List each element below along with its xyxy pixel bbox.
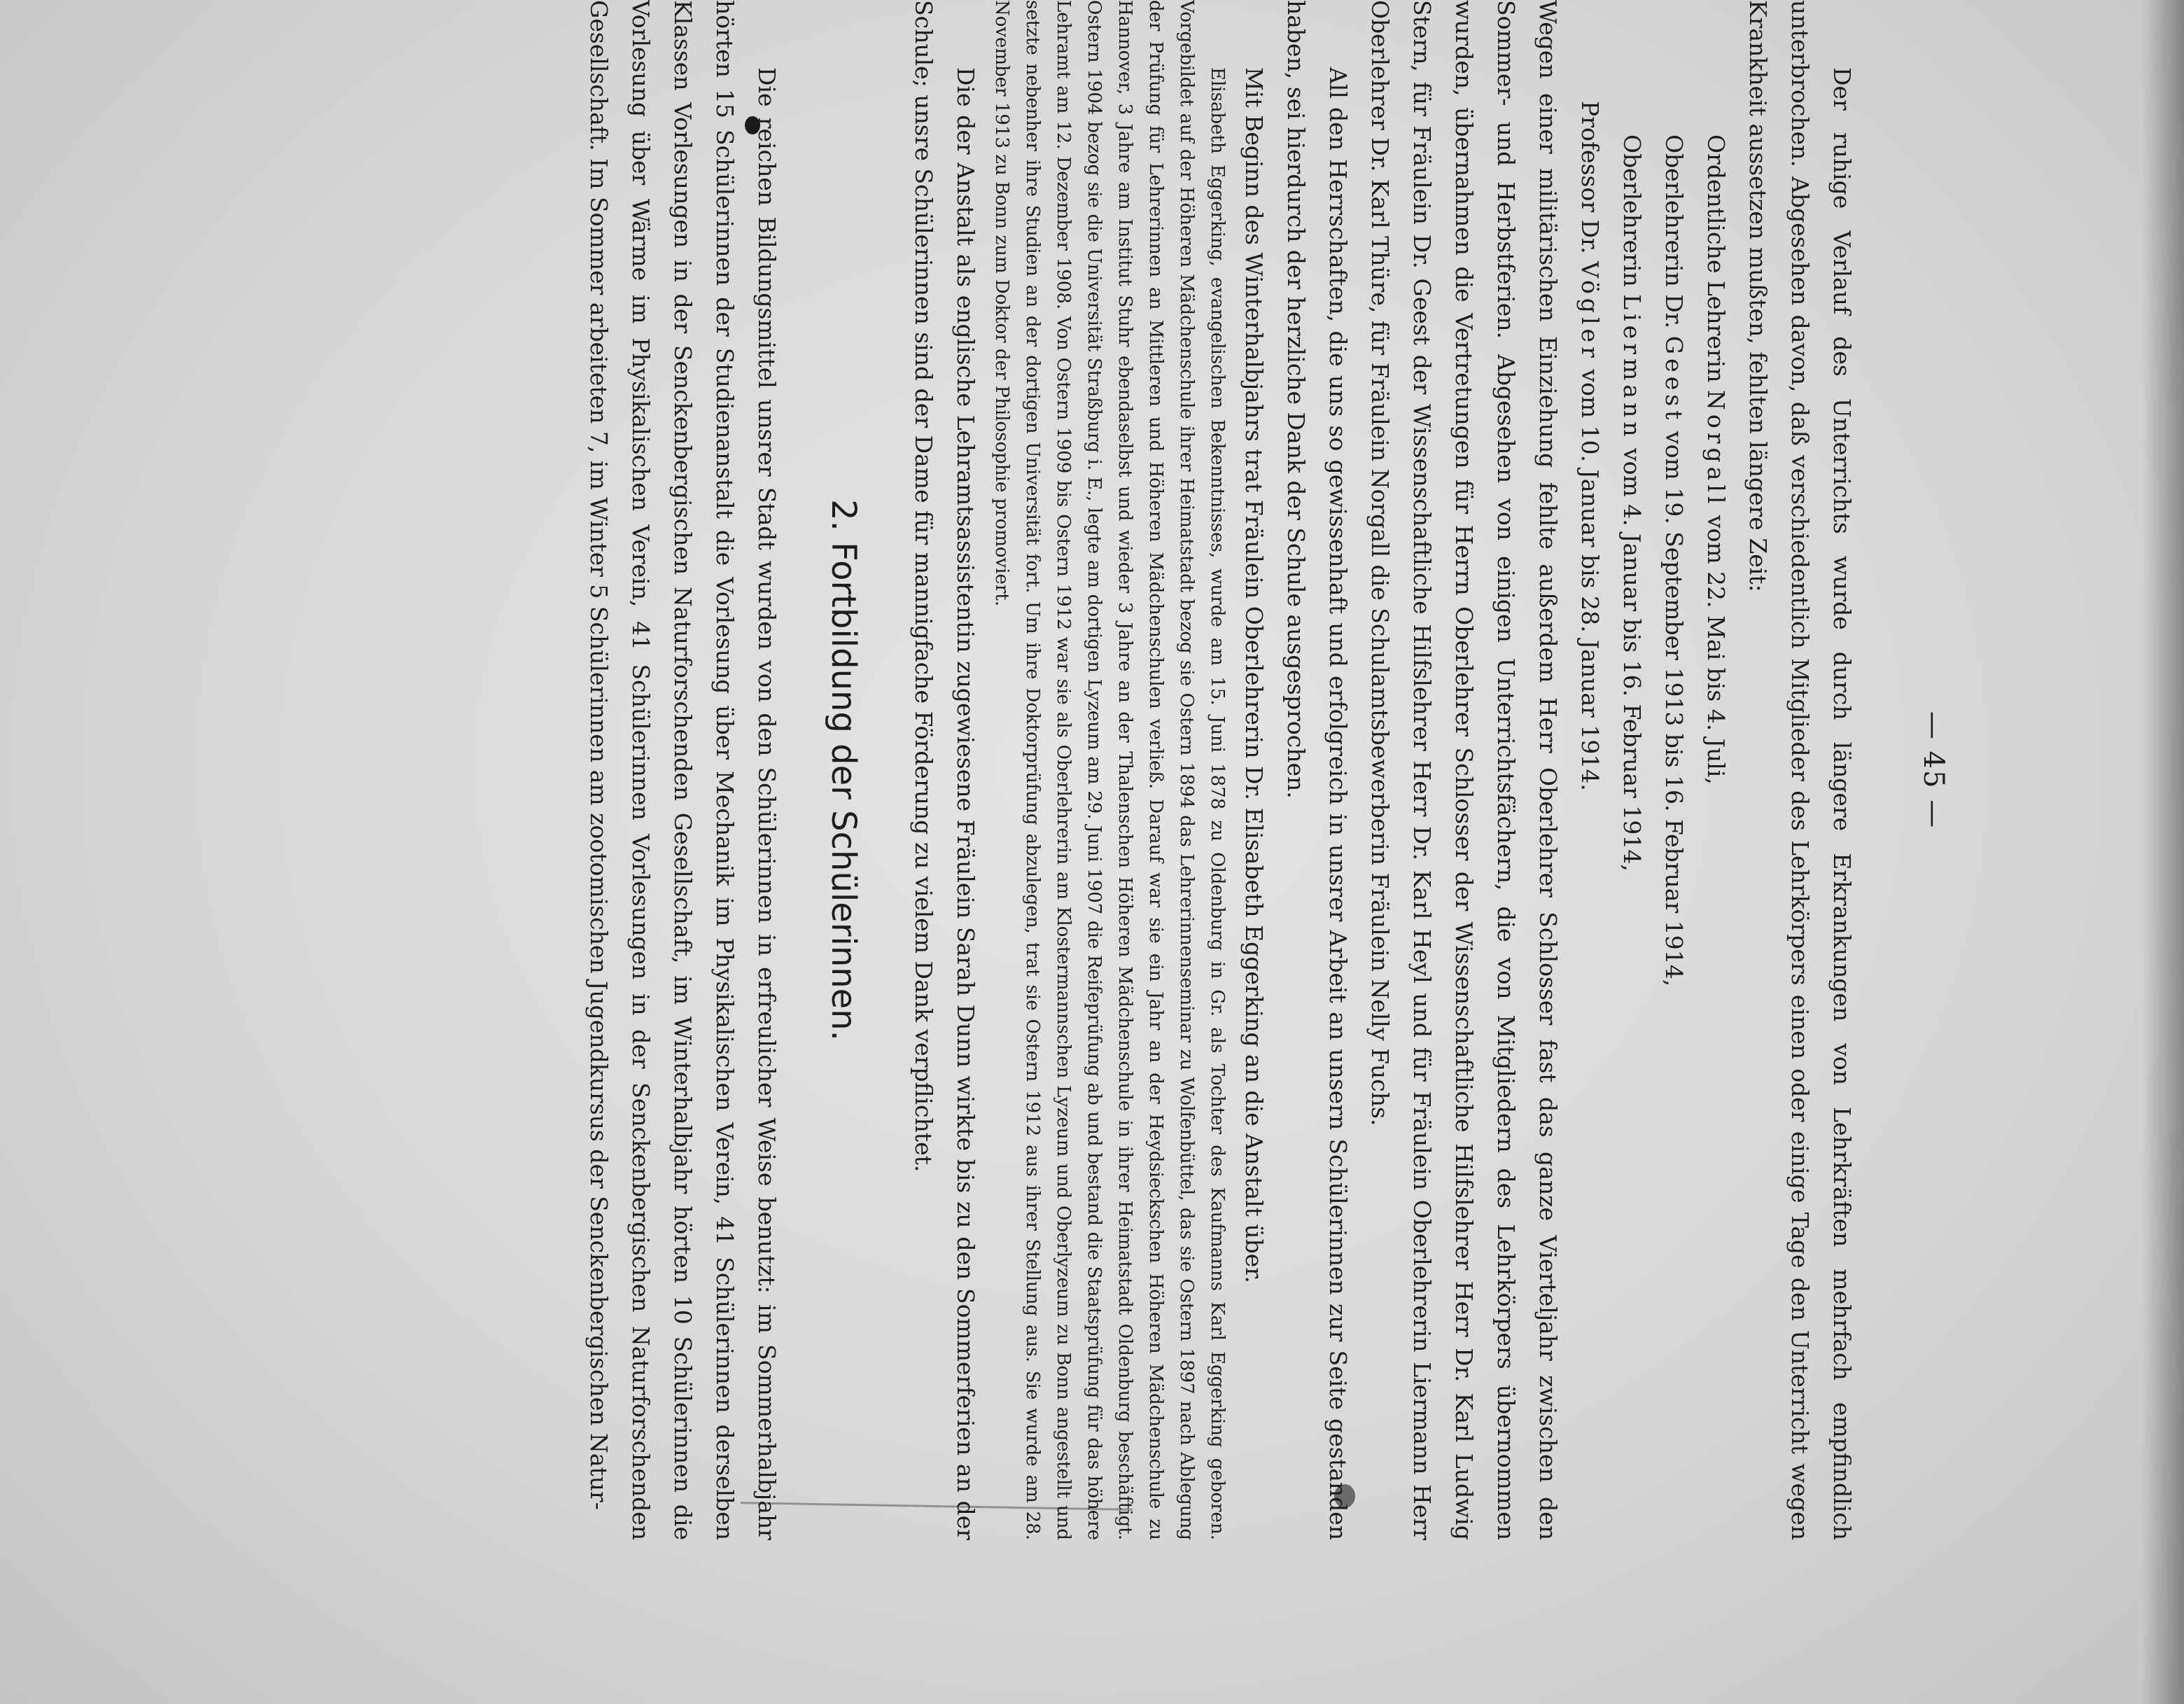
- paragraph-eggerking-bio: Elisabeth Eggerking, evangelischen Bekenntnisses, wurde am 15. Juni 1878 zu Oldenburg in Gr. als Tochter des Kaufmanns Karl Eggerking geboren. Vorgebildet auf der Höheren Mädchenschule ihrer Heimatstadt bezog sie Ostern 1894 das Lehrerinnenseminar zu Wolfenbüttel, das sie Ostern 1897 nach Ablegung der Prüfung für Lehrerinnen an Mittleren und Höheren Mädchenschulen verließ. Darauf war sie ein Jahr an der Heydsieckschen Höheren Mädchenschule zu Hannover, 3 Jahre am Institut Stuhr ebendaselbst und wieder 3 Jahre an der Thalenschen Höheren Mädchenschule in ihrer Heimatstadt Oldenburg beschäftigt. Ostern 1904 bezog sie die Universität Straßburg i. E., legte am dortigen Lyzeum am 29. Juni 1907 die Reifeprüfung ab und bestand die Staatsprüfung für das höhere Lehramt am 12. Dezember 1908. Von Ostern 1909 bis Ostern 1912 war sie als Oberlehrerin am Klostermannschen Lyzeum und Oberlyzeum zu Bonn angestellt und setzte nebenher ihre Studien an der dortigen Universität fort. Um ihre Doktorprüfung abzulegen, trat sie Ostern 1912 aus ihrer Stellung aus. Sie wurde am 28. November 1913 zu Bonn zum Doktor der Philosophie promoviert.: [991, 0, 1228, 1540]
- paragraph-dunn: Die der Anstalt als englische Lehramtsassistentin zugewiesene Fräulein Sarah Dunn wirkte bis zu den Sommerferien an der Schule; unsre Schülerinnen sind der Dame für mannigfache Förderung zu vielem Dank verpflichtet.: [910, 0, 979, 1540]
- page-edge-shadow: [2142, 0, 2184, 1704]
- paragraph-illness: Der ruhige Verlauf des Unterrichts wurde durch längere Erkrankungen von Lehrkräften mehrfach empfindlich unterbrochen. Abgesehen davon, daß verschiedentlich Mitglieder des Lehrkörpers einen oder einige Tage den Unterricht wegen Krankheit aussetzen mußten, fehlten längere Zeit:: [1744, 0, 1856, 1540]
- paragraph-further-education: Die reichen Bildungsmittel unsrer Stadt wurden von den Schülerinnen in erfreulicher Weise benutzt: im Sommerhalbjahr hörten 15 Schülerinnen der Studienanstalt die Vorlesung über Mechanik im Physikalischen Verein, 41 Schülerinnen derselben Klassen Vorlesungen in der Senckenbergischen Naturforschenden Gesellschaft, im Winterhalbjahr hörten 10 Schülerinnen die Vorlesung über Wärme im Physikalischen Verein, 41 Schülerinnen Vorlesungen in der Senckenbergischen Naturforschenden Gesellschaft. Im Sommer arbeiteten 7, im Winter 5 Schülerinnen am zootomischen Jugendkursus der Senckenbergischen Natur-: [585, 0, 780, 1540]
- section-heading: 2. Fortbildung der Schülerinnen.: [824, 499, 863, 1041]
- paragraph-substitutions: Wegen einer militärischen Einziehung fehlte außerdem Herr Oberlehrer Schlosser fast das ganze Vierteljahr zwischen den Sommer- und Herbstferien. Abgesehen von einigen Unterrichtsfächern, die von Mitgliedern des Lehrkörpers übernommen wurden, übernahmen die Vertretungen für Herrn Oberlehrer Schlosser der Wissenschaftliche Hilfslehrer Herr Dr. Karl Ludwig Stern, für Fräulein Dr. Geest der Wissenschaftliche Hilfslehrer Herr Dr. Karl Heyl und für Fräulein Oberlehrerin Liermann Herr Oberlehrer Dr. Karl Thüre, für Fräulein Norgall die Schulamtsbewerberin Fräulein Nelly Fuchs.: [1366, 0, 1562, 1540]
- absence-list: [1569, 0, 1737, 1540]
- list-item: Professor Dr. Vögler vom 10. Januar bis 28. Januar 1914.: [1576, 101, 1604, 791]
- list-item: Oberlehrerin Liermann vom 4. Januar bis 16. Februar 1914,: [1618, 134, 1646, 872]
- paragraph-thanks: All den Herrschaften, die uns so gewissenhaft und erfolgreich in unsrer Arbeit an unsern Schülerinnen zur Seite gestanden haben, sei hierdurch der herzliche Dank der Schule ausgesprochen.: [1282, 0, 1352, 1540]
- paragraph-eggerking-intro: Mit Beginn des Winterhalbjahrs trat Fräulein Oberlehrerin Dr. Elisabeth Eggerking an die Anstalt über.: [1240, 67, 1268, 1283]
- page-content: [578, 0, 1949, 1540]
- page-number: — 45 —: [1917, 711, 1949, 830]
- list-item: Oberlehrerin Dr. Geest vom 19. September 1913 bis 16. Februar 1914,: [1660, 134, 1688, 987]
- list-item: Ordentliche Lehrerin Norgall vom 22. Mai bis 4. Juli,: [1702, 134, 1730, 785]
